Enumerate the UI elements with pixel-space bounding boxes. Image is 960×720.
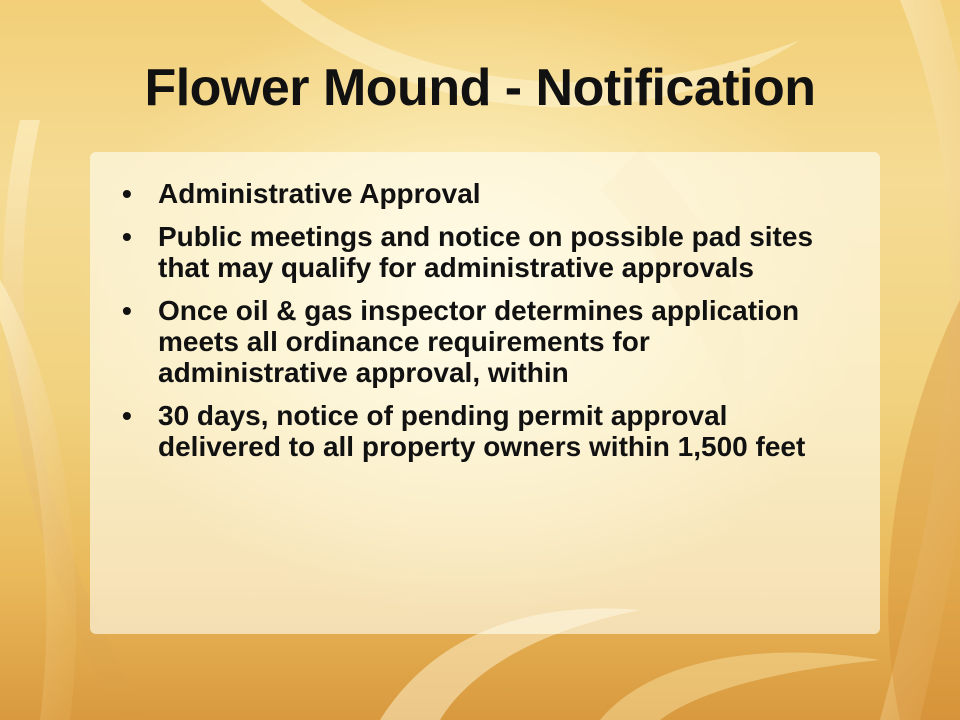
bullet-list (120, 178, 820, 474)
bullet-text: Administrative Approval (158, 178, 481, 209)
bullet-point-icon: • (122, 221, 132, 252)
bullet-text: Once oil & gas inspector determines application meets all ordinance requirements for administrative approval, within (158, 295, 800, 388)
bullet-item (120, 295, 820, 388)
bullet-text: 30 days, notice of pending permit approval delivered to all property owners within 1,500 feet (158, 400, 806, 462)
bullet-point-icon: • (122, 178, 132, 209)
bullet-item (120, 400, 820, 462)
bullet-item (120, 221, 820, 283)
bullet-point-icon: • (122, 295, 132, 326)
bullet-item (120, 178, 820, 209)
bullet-point-icon: • (122, 400, 132, 431)
slide-title: Flower Mound - Notification (144, 59, 816, 117)
bullet-text: Public meetings and notice on possible pad sites that may qualify for administrative approvals (158, 221, 814, 283)
